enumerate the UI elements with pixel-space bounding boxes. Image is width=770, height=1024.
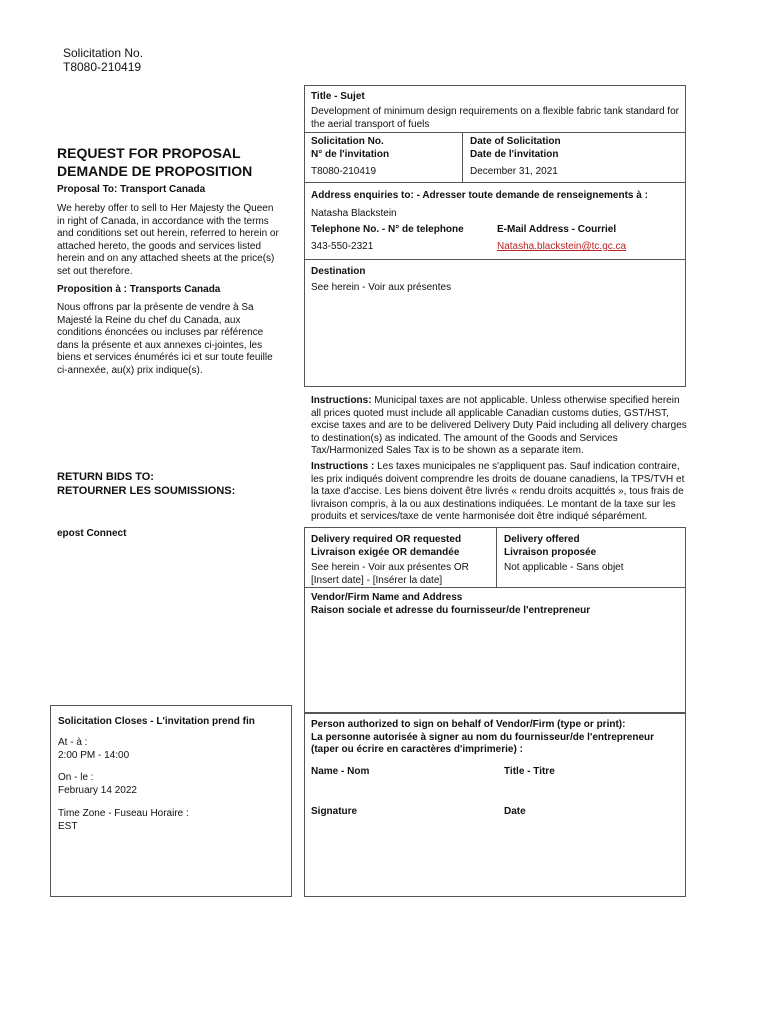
delivery-required-value-1: See herein - Voir aux présentes OR xyxy=(311,562,469,573)
closes-timezone xyxy=(58,808,189,833)
telephone-label: Telephone No. - N° de telephone xyxy=(311,224,464,235)
email-label: E-Mail Address - Courriel xyxy=(497,224,617,235)
divider xyxy=(462,132,463,182)
delivery-required-fr: Livraison exigée OR demandée xyxy=(311,546,460,558)
solicitation-no-label: Solicitation No. xyxy=(63,46,144,60)
offer-text-en: We hereby offer to sell to Her Majesty the Queen in right of Canada, in accordance with the terms and conditions set out herein, referred to herein or attached hereto, the goods and services listed herein and on any attached sheets at the price(s) set out therefore. xyxy=(57,203,279,277)
signature-label: Signature xyxy=(311,806,358,817)
solicitation-no-value: T8080-210419 xyxy=(63,60,142,74)
divider xyxy=(496,527,497,587)
vendor-label-fr: Raison sociale et adresse du fournisseur/de l'entrepreneur xyxy=(311,604,591,616)
delivery-offered-fr: Livraison proposée xyxy=(504,546,597,558)
closes-at xyxy=(58,737,129,762)
page-title-fr: DEMANDE DE PROPOSITION xyxy=(57,163,253,179)
sol-no-value: T8080-210419 xyxy=(311,166,377,177)
delivery-required-value xyxy=(311,562,469,587)
delivery-required-value-2: [Insert date] - [Insérer la date] xyxy=(311,574,443,586)
return-bids-en: RETURN BIDS TO: xyxy=(57,471,154,483)
closes-label: Solicitation Closes - L'invitation prend fin xyxy=(58,716,255,727)
instructions-en-label: Instructions: xyxy=(311,395,372,406)
divider xyxy=(304,182,686,183)
contact-name: Natasha Blackstein xyxy=(311,208,397,219)
epost-connect: epost Connect xyxy=(57,528,127,539)
divider xyxy=(304,587,686,588)
date-value: December 31, 2021 xyxy=(470,166,558,177)
proposal-to: Proposal To: Transport Canada xyxy=(57,184,206,195)
proposition: Proposition à : Transports Canada xyxy=(57,284,221,295)
delivery-offered-value: Not applicable - Sans objet xyxy=(504,562,624,573)
closes-on xyxy=(58,772,137,797)
solicitation-closes-box xyxy=(50,705,292,897)
delivery-required-en: Delivery required OR requested xyxy=(311,534,462,545)
sol-no-en: Solicitation No. xyxy=(311,136,384,147)
destination-label: Destination xyxy=(311,266,366,277)
sol-no-label xyxy=(311,136,389,161)
delivery-offered-en: Delivery offered xyxy=(504,534,580,545)
date-field-label: Date xyxy=(504,806,526,817)
date-en: Date of Solicitation xyxy=(470,136,561,147)
offer-text-fr: Nous offrons par la présente de vendre à Sa Majesté la Reine du chef du Canada, aux conditions énoncées ou incluses par référence dans la présente et aux annexes ci-jointes, les biens et services énumérés ici et sur toute feuille ci-annexée, au(x) prix indique(s). xyxy=(57,302,273,376)
date-fr: Date de l'invitation xyxy=(470,148,559,160)
title-label: Title - Sujet xyxy=(311,91,365,102)
telephone-value: 343-550-2321 xyxy=(311,241,374,252)
at-value: 2:00 PM - 14:00 xyxy=(58,749,130,761)
authorized-label: Person authorized to sign on behalf of Vendor/Firm (type or print): La personne autorisée à signer au nom du fournisseur/de l'entrepreneur (taper ou écrire en caractères d'imprimerie) : xyxy=(311,719,655,755)
on-label: On - le : xyxy=(58,772,94,783)
delivery-offered-label xyxy=(504,534,596,559)
instructions-en-text: Municipal taxes are not applicable. Unless otherwise specified herein all prices quoted must include all applicable Canadian customs duties, GST/HST, excise taxes and are to be delivered Delivery Duty Paid including all delivery charges to destination(s) as indicated. The amount of the Goods and Services Tax/Harmonized Sales Tax is to be shown as a separate item. xyxy=(311,395,687,456)
name-label: Name - Nom xyxy=(311,766,370,777)
divider xyxy=(304,259,686,260)
instructions-fr-text: Les taxes municipales ne s'appliquent pas. Sauf indication contraire, les prix indiqués doivent comprendre les droits de douane canadiens, la TPS/TVH et la taxe d'accise. Les biens doivent être livrés « rendu droits acquittés », tous frais de livraison compris, à la ou aux destinations indiquées. Le montant de la taxe sur les produits et services/taxe de vente harmonisée doit être indiqué séparément. xyxy=(311,461,685,522)
on-value: February 14 2022 xyxy=(58,784,137,796)
title-field-label: Title - Titre xyxy=(504,766,555,777)
tz-label: Time Zone - Fuseau Horaire : xyxy=(58,808,189,819)
solicitation-header xyxy=(63,46,143,74)
instructions-en xyxy=(311,395,689,458)
page-title-en: REQUEST FOR PROPOSAL xyxy=(57,145,241,161)
date-label xyxy=(470,136,561,161)
vendor-label xyxy=(311,592,590,617)
delivery-required-label xyxy=(311,534,461,559)
title-value: Development of minimum design requirements on a flexible fabric tank standard for the aerial transport of fuels xyxy=(311,106,679,130)
left-column xyxy=(57,144,279,180)
destination-value: See herein - Voir aux présentes xyxy=(311,282,452,293)
return-bids xyxy=(57,470,235,498)
email-link[interactable]: Natasha.blackstein@tc.gc.ca xyxy=(497,241,627,252)
at-label: At - à : xyxy=(58,737,88,748)
divider xyxy=(304,132,686,133)
instructions-fr-label: Instructions : xyxy=(311,461,375,472)
tz-value: EST xyxy=(58,820,78,832)
instructions-fr xyxy=(311,461,689,524)
return-bids-fr: RETOURNER LES SOUMISSIONS: xyxy=(57,485,236,497)
address-enquiries-label: Address enquiries to: - Adresser toute demande de renseignements à : xyxy=(311,190,648,201)
vendor-label-en: Vendor/Firm Name and Address xyxy=(311,592,463,603)
sol-no-fr: N° de l'invitation xyxy=(311,148,390,160)
